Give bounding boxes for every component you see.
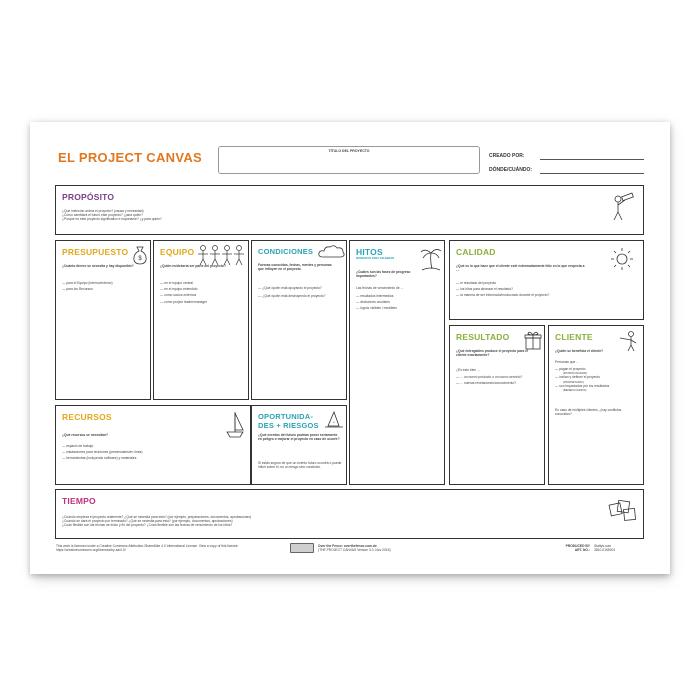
- telescope-person-icon: [609, 192, 635, 222]
- proposito-line: ¿Qué intención anima el proyecto? (causa y necesidad): [62, 209, 144, 213]
- cliente-tag: (PROPIETARIO): [563, 379, 584, 384]
- project-title-field[interactable]: [218, 146, 480, 174]
- art-no-value: 3810-0165001: [594, 548, 616, 553]
- recursos-item: — espacio de trabajo: [62, 444, 212, 448]
- presupuesto-box: [55, 240, 151, 400]
- license-text: This work is licensed under a Creative Commons Attribution-ShareAlike 4.0 International License. View a copy of this license: https://creativecommons.org/licenses/by-sa/4.0/: [56, 544, 239, 553]
- project-title-label: TÍTULO DEL PROYECTO: [328, 149, 370, 153]
- cliente-item: — inician y definen el proyecto: [555, 375, 641, 379]
- art-no-label: ART. NO.:: [574, 548, 590, 553]
- produced-by-value: Stattys.com: [594, 544, 612, 548]
- cliente-outro: En caso de múltiples clientes, ¿hay conflictos conocidos?: [555, 408, 622, 417]
- equipo-item: — en el equipo extendido: [160, 287, 246, 291]
- presupuesto-item: — para los Recursos: [62, 287, 148, 291]
- sun-icon: [610, 247, 634, 271]
- calidad-item: — el resultado del proyecto: [456, 281, 606, 285]
- hitos-item: — decisiones cruciales: [356, 300, 442, 304]
- produced-by-label: PRODUCED BY: [565, 544, 590, 548]
- team-people-icon: [196, 244, 248, 266]
- calidad-box: [449, 240, 644, 320]
- presupuesto-question: ¿Cuánto dinero se necesita y hay disponible?: [62, 264, 134, 268]
- recursos-question: ¿Qué recursos se necesitan?: [62, 433, 108, 437]
- resultado-question: ¿Qué entregables produce el proyecto para el cliente exactamente?: [456, 349, 528, 358]
- proposito-line: ¿Porqué es este proyecto significativo e importante? ¿y para quién?: [62, 217, 162, 222]
- condiciones-intro: Fuerzas conocidas, fechas, mentes y personas que influyen en el proyecto.: [258, 263, 332, 272]
- cliente-tag: (BENEFICIARIOS): [563, 388, 587, 393]
- cliente-box: [548, 325, 644, 485]
- condiciones-box: [251, 240, 347, 400]
- presupuesto-item: — para el Equipo (interno/externo): [62, 281, 148, 285]
- recursos-box: [55, 405, 251, 485]
- palm-island-icon: [420, 245, 442, 273]
- hitos-intro: Las fechas de vencimiento de ...: [356, 286, 404, 290]
- equipo-title: EQUIPO: [160, 247, 195, 257]
- created-by-label: CREADO POR:: [489, 153, 525, 159]
- equipo-question: ¿Quién es/debería ser parte del proyecto?: [160, 264, 226, 268]
- wizard-hat-icon: [324, 410, 344, 430]
- recursos-item: — instalaciones para reuniones (presenciales/en línea): [62, 450, 212, 454]
- calendar-cards-icon: [608, 498, 638, 524]
- resultado-intro: ¿Es esto bien ...: [456, 368, 480, 372]
- condiciones-item: — ¿Qué /quién está destruyendo el proyecto?: [258, 294, 344, 298]
- where-when-line[interactable]: [540, 173, 644, 174]
- proposito-title: PROPÓSITO: [62, 192, 115, 202]
- hitos-subtitle: MOMENTOS PARA CELEBRAR: [356, 257, 395, 260]
- calidad-item: — los hitos para alcanzar el resultado?: [456, 287, 606, 291]
- oportunidades-question: ¿Qué eventos del futuro podrían poner seriamente en peligro o mejorar el proyecto en caso de ocurrir?: [258, 433, 340, 442]
- cliente-item: — pagan el proyecto: [555, 367, 641, 371]
- resultado-box: [449, 325, 545, 485]
- cloud-icon: [318, 244, 346, 260]
- hitos-question: ¿Cuáles son las fases de progreso importantes?: [356, 270, 411, 279]
- cliente-tag: (PATROCINADOR): [563, 371, 587, 376]
- oportunidades-title: OPORTUNIDA-DES + RIESGOS: [258, 412, 319, 430]
- cliente-question: ¿Quién se beneficia el cliente?: [555, 349, 604, 353]
- footer-center-version: (THE PROJECT CANVAS Version 3.0, Nov 2016): [318, 548, 391, 553]
- resultado-item: — ... nuevas revelaciones/conocimiento?: [456, 381, 542, 385]
- condiciones-item: — ¿Qué /quién está apoyando el proyecto?: [258, 286, 344, 290]
- svg-text:*: *: [333, 420, 335, 425]
- tiempo-line: ¿Cuán flexible son las fechas de inicio y fin del proyecto? ¿Cuán flexible son las fechas de vencimiento de los hitos?: [62, 523, 233, 528]
- presupuesto-title: PRESUPUESTO: [62, 247, 129, 257]
- canvas-title: EL PROJECT CANVAS: [58, 150, 203, 165]
- hitos-item: — resultados intermedios: [356, 294, 442, 298]
- recursos-title: RECURSOS: [62, 412, 112, 422]
- where-when-label: DÓNDE/CUÁNDO:: [489, 167, 533, 173]
- svg-text:$: $: [138, 256, 142, 262]
- equipo-item: — como project leader/manager: [160, 300, 246, 304]
- cliente-item: — son impactados por los resultados: [555, 384, 641, 388]
- cliente-intro: Personas que ...: [555, 360, 580, 364]
- gift-box-icon: [524, 330, 542, 350]
- tiempo-box: [55, 489, 644, 539]
- tiempo-title: TIEMPO: [62, 496, 96, 506]
- equipo-item: — en el equipo central: [160, 281, 246, 285]
- proposito-box: [55, 185, 644, 235]
- tiempo-line: ¿Cuándo empieza el proyecto realmente? ¿Qué se necesita para esto? (por ejemplo, preparaciones, documentos, aprobaciones): [62, 515, 252, 519]
- oportunidades-box: [251, 405, 347, 485]
- oportunidades-note: Si estás seguro de que un evento futuro ocurrirá o puede influir sobre él, es un riesgo sino condición.: [258, 461, 342, 470]
- tiempo-line: ¿Cuándo se dará el proyecto por terminado? ¿Qué se necesita para esto? (por ejemplo, documentos, aprobaciones): [62, 519, 233, 524]
- calidad-item: — la manera de ser informado/involucrado durante el proyecto?: [456, 293, 606, 297]
- recursos-item: — herramientas (incluyendo software) y materiales: [62, 456, 212, 460]
- equipo-item: — como socios externos: [160, 293, 246, 297]
- footer-center-link[interactable]: Over the Fence: overthefence.com.de: [318, 544, 377, 548]
- cliente-title: CLIENTE: [555, 332, 593, 342]
- equipo-box: [153, 240, 249, 400]
- hitos-box: [349, 240, 445, 485]
- hitos-title: HITOS: [356, 247, 383, 257]
- cc-license-badge-icon: [290, 543, 314, 553]
- resultado-item: — ... un nuevo producto o un nuevo servicio?: [456, 375, 542, 379]
- sailboat-icon: [224, 410, 246, 440]
- created-by-line[interactable]: [540, 159, 644, 160]
- proposito-line: ¿Cómo cambiará el futuro este proyecto? ¿para quién?: [62, 213, 143, 218]
- hitos-item: — logros visibles / medibles: [356, 306, 442, 310]
- money-bag-icon: [132, 245, 148, 265]
- calidad-title: CALIDAD: [456, 247, 496, 257]
- calidad-question: ¿Qué es lo que hace que el cliente esté extremadamente feliz en lo que respecta a ...: [456, 264, 585, 273]
- resultado-title: RESULTADO: [456, 332, 510, 342]
- condiciones-title: CONDICIONES: [258, 247, 314, 256]
